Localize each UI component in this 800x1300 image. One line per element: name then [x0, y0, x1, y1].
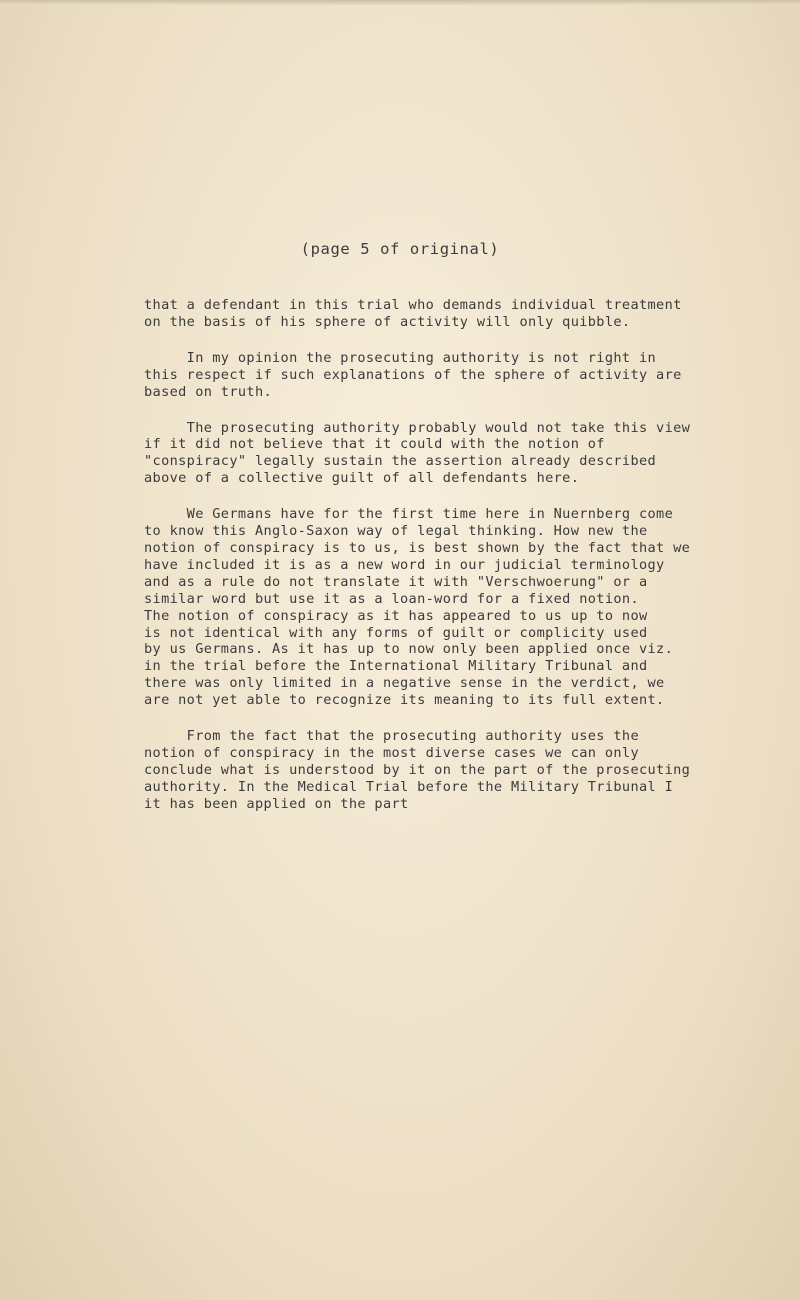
- text-line: it has been applied on the part: [144, 795, 409, 812]
- text-line: is not identical with any forms of guilt or complicity used: [144, 624, 648, 641]
- text-line: From the fact that the prosecuting authority uses the: [144, 728, 639, 745]
- paragraph-2: [144, 350, 784, 401]
- text-line: conclude what is understood by it on the part of the prosecuting: [144, 761, 691, 778]
- text-line: are not yet able to recognize its meaning to its full extent.: [144, 692, 665, 709]
- text-line: have included it is as a new word in our judicial terminology: [144, 556, 665, 573]
- page-header: (page 5 of original): [300, 240, 500, 258]
- text-line: there was only limited in a negative sense in the verdict, we: [144, 675, 665, 692]
- text-line: by us Germans. As it has up to now only been applied once viz.: [144, 641, 674, 658]
- text-line: this respect if such explanations of the sphere of activity are: [144, 366, 682, 383]
- text-line: on the basis of his sphere of activity will only quibble.: [144, 313, 631, 330]
- text-line: similar word but use it as a loan-word for a fixed notion.: [144, 590, 639, 607]
- text-line: authority. In the Medical Trial before the Military Tribunal I: [144, 778, 674, 795]
- text-line: "conspiracy" legally sustain the assertion already described: [144, 453, 657, 470]
- text-line: The notion of conspiracy as it has appeared to us up to now: [144, 607, 648, 624]
- text-line: In my opinion the prosecuting authority is not right in: [144, 349, 657, 366]
- paragraph-5: [144, 728, 784, 813]
- text-line: The prosecuting authority probably would not take this view: [144, 419, 691, 436]
- text-line: based on truth.: [144, 383, 273, 400]
- text-line: if it did not believe that it could with the notion of: [144, 436, 605, 453]
- body-text: [144, 297, 784, 832]
- text-line: above of a collective guilt of all defendants here.: [144, 470, 580, 487]
- paragraph-4: [144, 506, 784, 709]
- text-line: notion of conspiracy is to us, is best shown by the fact that we: [144, 539, 691, 556]
- page-top-edge: [0, 0, 800, 5]
- text-line: that a defendant in this trial who demands individual treatment: [144, 297, 682, 313]
- text-line: and as a rule do not translate it with "Verschwoerung" or a: [144, 573, 648, 590]
- paragraph-1: [144, 297, 784, 331]
- text-line: We Germans have for the first time here in Nuernberg come: [144, 506, 674, 523]
- paragraph-3: [144, 420, 784, 488]
- text-line: notion of conspiracy in the most diverse cases we can only: [144, 744, 639, 761]
- text-line: to know this Anglo-Saxon way of legal thinking. How new the: [144, 523, 648, 540]
- text-line: in the trial before the International Military Tribunal and: [144, 658, 648, 675]
